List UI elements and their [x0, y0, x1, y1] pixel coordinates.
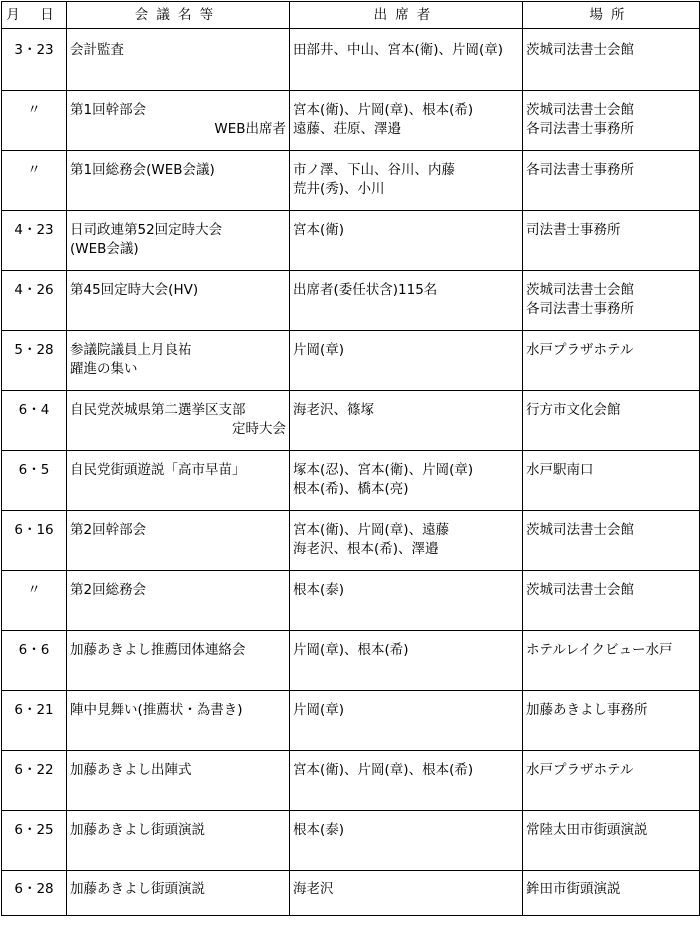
table-row — [2, 391, 700, 451]
row-meeting-name — [67, 811, 290, 871]
row-date: 4・23 — [2, 211, 67, 271]
row-attendees — [290, 211, 523, 271]
row-date: 5・28 — [2, 331, 67, 391]
row-attendees — [290, 811, 523, 871]
attendee-line: 荒井(秀)、小川 — [293, 181, 385, 197]
attendee-line: 宮本(衛)、片岡(章)、遠藤 — [293, 522, 450, 538]
place-line: 常陸太田市街頭演説 — [526, 822, 648, 838]
place-line: 司法書士事務所 — [526, 222, 621, 238]
table-row — [2, 211, 700, 271]
table-row — [2, 91, 700, 151]
row-date: 6・6 — [2, 631, 67, 691]
attendee-line: 根本(泰) — [293, 582, 345, 598]
row-place — [523, 751, 700, 811]
meeting-name-text: 参議院議員上月良祐 — [70, 342, 192, 358]
row-attendees — [290, 571, 523, 631]
place-line: 加藤あきよし事務所 — [526, 702, 648, 718]
meeting-name-sub: WEB出席者 — [214, 121, 286, 137]
header-attendees: 出席者 — [290, 2, 523, 29]
row-meeting-name — [67, 751, 290, 811]
table-row — [2, 29, 700, 91]
place-line: 茨城司法書士会館 — [526, 522, 634, 538]
row-meeting-name — [67, 871, 290, 916]
meeting-name-text: 第1回幹部会 — [70, 102, 147, 118]
attendee-line: 宮本(衛)、片岡(章)、根本(希) — [293, 762, 474, 778]
row-place — [523, 151, 700, 211]
meeting-name-text: 第1回総務会(WEB会議) — [70, 162, 215, 178]
row-attendees — [290, 691, 523, 751]
attendee-line: 田部井、中山、宮本(衛)、片岡(章) — [293, 42, 504, 58]
row-place — [523, 511, 700, 571]
attendee-line: 遠藤、荘原、澤邉 — [293, 121, 401, 137]
meeting-name-text: 日司政連第52回定時大会 — [70, 222, 223, 238]
attendee-line: 片岡(章)、根本(希) — [293, 642, 409, 658]
place-line: 行方市文化会館 — [526, 402, 621, 418]
row-attendees — [290, 151, 523, 211]
header-row — [2, 2, 700, 29]
place-line: 各司法書士事務所 — [526, 162, 634, 178]
row-date: 6・22 — [2, 751, 67, 811]
row-meeting-name — [67, 511, 290, 571]
meeting-name-text: 第2回総務会 — [70, 582, 147, 598]
row-place — [523, 331, 700, 391]
table-row — [2, 271, 700, 331]
row-place — [523, 391, 700, 451]
meeting-name-text: 会計監査 — [70, 42, 124, 58]
table-row — [2, 571, 700, 631]
meeting-name-text: 第2回幹部会 — [70, 522, 147, 538]
place-line: 各司法書士事務所 — [526, 121, 634, 137]
row-place — [523, 211, 700, 271]
attendee-line: 片岡(章) — [293, 702, 345, 718]
row-place — [523, 271, 700, 331]
place-line: 茨城司法書士会館 — [526, 102, 634, 118]
place-line: 茨城司法書士会館 — [526, 582, 634, 598]
row-meeting-name — [67, 451, 290, 511]
place-line: 水戸プラザホテル — [526, 342, 634, 358]
row-date: 6・25 — [2, 811, 67, 871]
meeting-log-table — [1, 1, 700, 916]
row-date: 4・26 — [2, 271, 67, 331]
meeting-name-text: 加藤あきよし街頭演説 — [70, 822, 205, 838]
table-row — [2, 811, 700, 871]
row-date: 3・23 — [2, 29, 67, 91]
place-line: 茨城司法書士会館 — [526, 42, 634, 58]
row-attendees — [290, 631, 523, 691]
attendee-line: 海老沢 — [293, 881, 334, 897]
meeting-name-sub: 定時大会 — [232, 421, 286, 437]
row-attendees — [290, 391, 523, 451]
table-row — [2, 451, 700, 511]
row-date: 〃 — [2, 571, 67, 631]
meeting-name-line2: 躍進の集い — [70, 361, 138, 377]
table-row — [2, 691, 700, 751]
attendee-line: 片岡(章) — [293, 342, 345, 358]
row-date: 6・21 — [2, 691, 67, 751]
row-meeting-name — [67, 631, 290, 691]
row-date: 6・4 — [2, 391, 67, 451]
row-date: 〃 — [2, 91, 67, 151]
attendee-line: 宮本(衛) — [293, 222, 345, 238]
row-meeting-name — [67, 271, 290, 331]
attendee-line: 海老沢、根本(希)、澤邉 — [293, 541, 439, 557]
attendee-line: 塚本(忍)、宮本(衛)、片岡(章) — [293, 462, 474, 478]
meeting-name-text: 陣中見舞い(推薦状・為書き) — [70, 702, 243, 718]
row-attendees — [290, 91, 523, 151]
place-line: 各司法書士事務所 — [526, 301, 634, 317]
table-row — [2, 871, 700, 916]
place-line: 鉾田市街頭演説 — [526, 881, 621, 897]
row-attendees — [290, 29, 523, 91]
row-attendees — [290, 871, 523, 916]
row-meeting-name — [67, 571, 290, 631]
meeting-log-body — [2, 29, 700, 916]
row-place — [523, 29, 700, 91]
meeting-name-line2: (WEB会議) — [70, 241, 139, 257]
header-meeting-name: 会議名等 — [67, 2, 290, 29]
table-row — [2, 511, 700, 571]
row-attendees — [290, 331, 523, 391]
meeting-name-text: 加藤あきよし街頭演説 — [70, 881, 205, 897]
table-row — [2, 151, 700, 211]
row-meeting-name — [67, 211, 290, 271]
row-meeting-name — [67, 91, 290, 151]
row-attendees — [290, 271, 523, 331]
attendee-line: 根本(泰) — [293, 822, 345, 838]
attendee-line: 宮本(衛)、片岡(章)、根本(希) — [293, 102, 474, 118]
meeting-name-text: 加藤あきよし出陣式 — [70, 762, 192, 778]
attendee-line: 出席者(委任状含)115名 — [293, 282, 438, 298]
row-attendees — [290, 511, 523, 571]
table-row — [2, 631, 700, 691]
meeting-name-text: 自民党茨城県第二選挙区支部 — [70, 402, 246, 418]
row-attendees — [290, 751, 523, 811]
meeting-name-text: 自民党街頭遊説「高市早苗」 — [70, 462, 246, 478]
header-date: 月 日 — [2, 2, 67, 29]
row-date: 6・16 — [2, 511, 67, 571]
meeting-name-text: 第45回定時大会(HV) — [70, 282, 199, 298]
row-meeting-name — [67, 151, 290, 211]
attendee-line: 市ノ澤、下山、谷川、内藤 — [293, 162, 455, 178]
row-place — [523, 691, 700, 751]
row-place — [523, 571, 700, 631]
row-meeting-name — [67, 391, 290, 451]
row-attendees — [290, 451, 523, 511]
row-date: 6・28 — [2, 871, 67, 916]
row-place — [523, 451, 700, 511]
row-meeting-name — [67, 29, 290, 91]
row-place — [523, 871, 700, 916]
row-date: 〃 — [2, 151, 67, 211]
table-row — [2, 751, 700, 811]
row-meeting-name — [67, 691, 290, 751]
meeting-name-text: 加藤あきよし推薦団体連絡会 — [70, 642, 246, 658]
row-meeting-name — [67, 331, 290, 391]
place-line: 水戸駅南口 — [526, 462, 594, 478]
header-place: 場所 — [523, 2, 700, 29]
row-place — [523, 811, 700, 871]
attendee-line: 根本(希)、橋本(亮) — [293, 481, 409, 497]
place-line: 茨城司法書士会館 — [526, 282, 634, 298]
table-row — [2, 331, 700, 391]
place-line: 水戸プラザホテル — [526, 762, 634, 778]
attendee-line: 海老沢、篠塚 — [293, 402, 374, 418]
row-date: 6・5 — [2, 451, 67, 511]
place-line: ホテルレイクビュー水戸 — [526, 642, 673, 658]
row-place — [523, 91, 700, 151]
row-place — [523, 631, 700, 691]
